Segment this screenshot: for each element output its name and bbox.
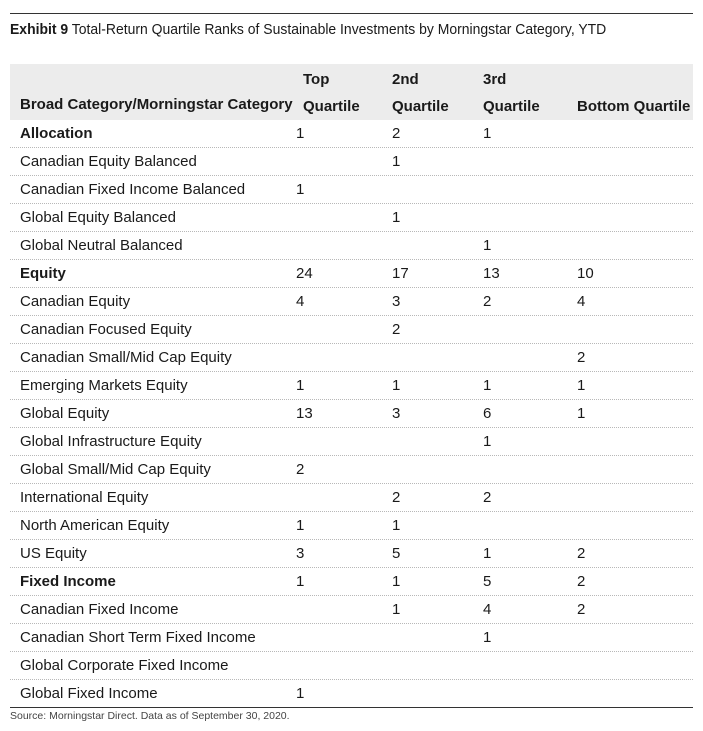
- second-quartile-cell: 1: [392, 209, 401, 226]
- bottom-quartile-cell: 2: [577, 545, 586, 562]
- top-quartile-cell: 4: [296, 293, 305, 310]
- table-group-row: [10, 260, 693, 288]
- category-cell: Canadian Fixed Income Balanced: [20, 181, 246, 198]
- category-cell: Emerging Markets Equity: [20, 377, 188, 394]
- third-quartile-cell: 2: [483, 489, 492, 506]
- bottom-quartile-cell: 1: [577, 377, 586, 394]
- category-cell: Global Neutral Balanced: [20, 237, 183, 254]
- third-quartile-cell: 13: [483, 265, 500, 282]
- header-bottom-quartile: Bottom Quartile: [577, 98, 691, 115]
- third-quartile-cell: 6: [483, 405, 492, 422]
- third-quartile-cell: 5: [483, 573, 492, 590]
- exhibit-title-text: Total-Return Quartile Ranks of Sustainable Investments by Morningstar Category, YTD: [71, 21, 607, 38]
- top-quartile-cell: 1: [296, 517, 305, 534]
- second-quartile-cell: 1: [392, 601, 401, 618]
- table-row: [10, 148, 693, 176]
- table-row: [10, 456, 693, 484]
- top-rule: [10, 13, 693, 14]
- top-quartile-cell: 1: [296, 573, 305, 590]
- second-quartile-cell: 2: [392, 321, 401, 338]
- table-body: [10, 120, 693, 708]
- header-top-quartile: Top Quartile: [303, 71, 360, 115]
- table-row: [10, 232, 693, 260]
- header-second-quartile: 2nd Quartile: [392, 71, 449, 115]
- category-cell: Global Equity: [20, 405, 110, 422]
- source-footnote: Source: Morningstar Direct. Data as of September 30, 2020.: [10, 710, 290, 722]
- top-quartile-cell: 1: [296, 377, 305, 394]
- category-cell: Canadian Short Term Fixed Income: [20, 629, 256, 646]
- category-cell: International Equity: [20, 489, 149, 506]
- table-row: [10, 624, 693, 652]
- bottom-quartile-cell: 2: [577, 601, 586, 618]
- second-quartile-cell: 3: [392, 293, 401, 310]
- table-row: [10, 512, 693, 540]
- top-quartile-cell: 1: [296, 125, 305, 142]
- third-quartile-cell: 1: [483, 433, 492, 450]
- third-quartile-cell: 1: [483, 545, 492, 562]
- table-row: [10, 372, 693, 400]
- third-quartile-cell: 2: [483, 293, 492, 310]
- table-group-row: [10, 568, 693, 596]
- category-cell: Global Equity Balanced: [20, 209, 176, 226]
- exhibit-title: [10, 20, 606, 40]
- top-quartile-cell: 1: [296, 685, 305, 702]
- category-cell: Global Fixed Income: [20, 685, 158, 702]
- table-row: [10, 680, 693, 708]
- table-row: [10, 484, 693, 512]
- category-cell: US Equity: [20, 545, 87, 562]
- top-quartile-cell: 13: [296, 405, 313, 422]
- top-quartile-cell: 2: [296, 461, 305, 478]
- second-quartile-cell: 17: [392, 265, 409, 282]
- second-quartile-cell: 1: [392, 377, 401, 394]
- table-group-row: [10, 120, 693, 148]
- top-quartile-cell: 24: [296, 265, 313, 282]
- header-third-quartile: 3rd Quartile: [483, 71, 540, 115]
- table-row: [10, 400, 693, 428]
- second-quartile-cell: 3: [392, 405, 401, 422]
- third-quartile-cell: 1: [483, 125, 492, 142]
- header-category: Broad Category/Morningstar Category: [20, 96, 293, 113]
- second-quartile-cell: 1: [392, 517, 401, 534]
- table-row: [10, 596, 693, 624]
- bottom-quartile-cell: 10: [577, 265, 594, 282]
- table-row: [10, 176, 693, 204]
- bottom-quartile-cell: 2: [577, 573, 586, 590]
- category-cell: Canadian Equity Balanced: [20, 153, 197, 170]
- table-header: [10, 64, 693, 120]
- second-quartile-cell: 5: [392, 545, 401, 562]
- second-quartile-cell: 1: [392, 573, 401, 590]
- table-row: [10, 288, 693, 316]
- bottom-quartile-cell: 4: [577, 293, 586, 310]
- top-quartile-cell: 1: [296, 181, 305, 198]
- table-row: [10, 652, 693, 680]
- table-row: [10, 204, 693, 232]
- category-cell: Equity: [20, 265, 66, 282]
- table-row: [10, 540, 693, 568]
- category-cell: Global Small/Mid Cap Equity: [20, 461, 211, 478]
- table-row: [10, 344, 693, 372]
- bottom-quartile-cell: 1: [577, 405, 586, 422]
- bottom-quartile-cell: 2: [577, 349, 586, 366]
- top-quartile-cell: 3: [296, 545, 305, 562]
- category-cell: Canadian Equity: [20, 293, 131, 310]
- category-cell: Canadian Fixed Income: [20, 601, 179, 618]
- second-quartile-cell: 2: [392, 125, 401, 142]
- category-cell: Global Corporate Fixed Income: [20, 657, 229, 674]
- second-quartile-cell: 1: [392, 153, 401, 170]
- exhibit-label: Exhibit 9: [10, 21, 69, 38]
- category-cell: Canadian Small/Mid Cap Equity: [20, 349, 232, 366]
- category-cell: Fixed Income: [20, 573, 116, 590]
- category-cell: Allocation: [20, 125, 93, 142]
- third-quartile-cell: 1: [483, 237, 492, 254]
- quartile-rank-table: [10, 64, 693, 708]
- category-cell: North American Equity: [20, 517, 170, 534]
- table-row: [10, 316, 693, 344]
- third-quartile-cell: 1: [483, 629, 492, 646]
- category-cell: Canadian Focused Equity: [20, 321, 192, 338]
- third-quartile-cell: 4: [483, 601, 492, 618]
- third-quartile-cell: 1: [483, 377, 492, 394]
- table-row: [10, 428, 693, 456]
- second-quartile-cell: 2: [392, 489, 401, 506]
- category-cell: Global Infrastructure Equity: [20, 433, 202, 450]
